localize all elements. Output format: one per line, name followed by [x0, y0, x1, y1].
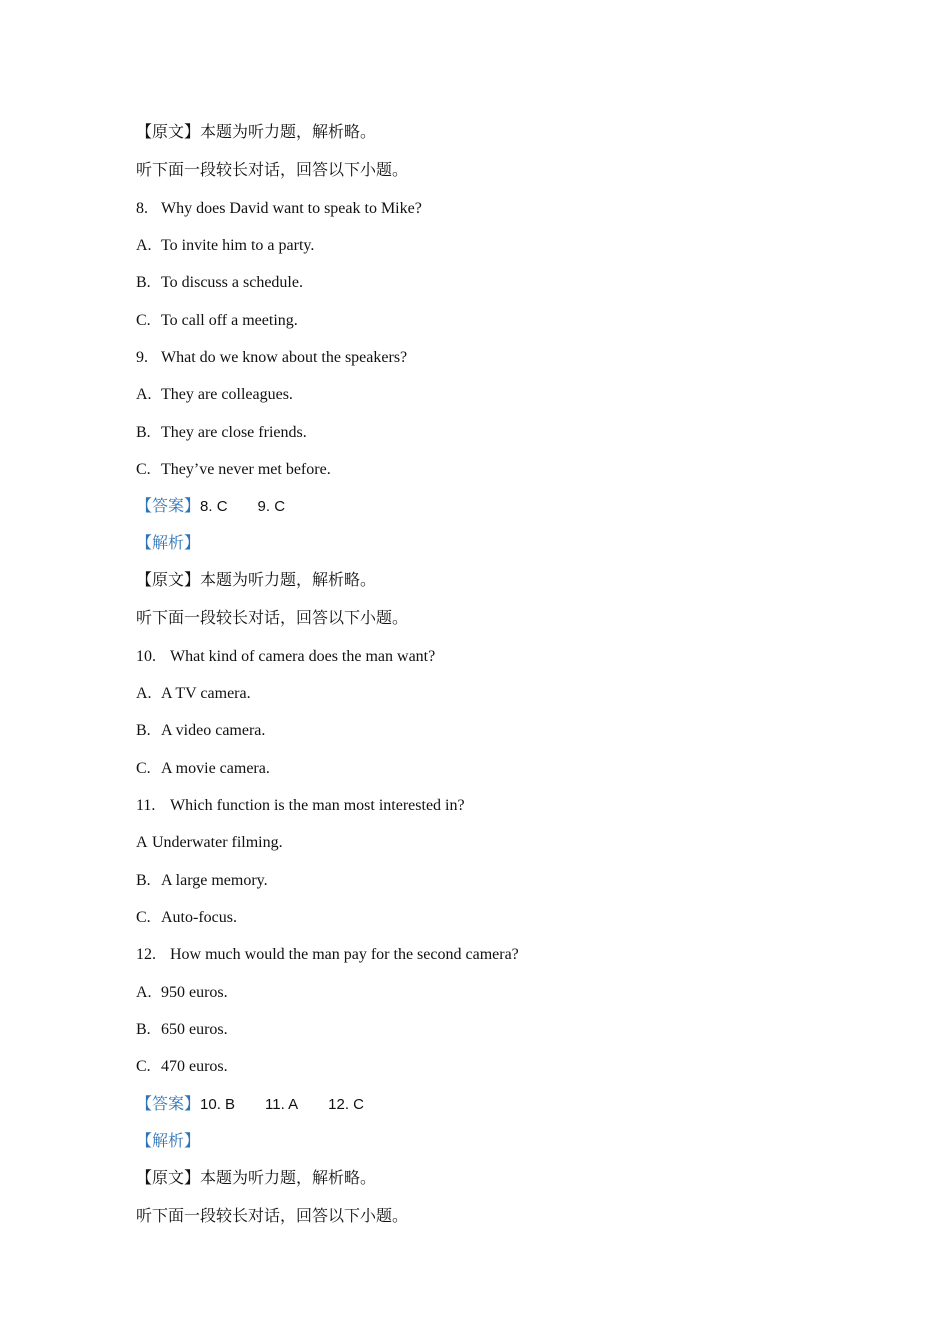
option-text: They are close friends. [161, 424, 307, 441]
option-9a [136, 385, 293, 405]
question-text: What kind of camera does the man want? [170, 648, 436, 665]
option-text: Auto-focus. [161, 909, 237, 926]
yuanwen-bracket: 【原文】 [136, 124, 201, 141]
yuanwen-line [136, 571, 376, 591]
question-8 [136, 199, 422, 219]
option-11a [136, 833, 283, 853]
question-12 [136, 945, 519, 965]
option-11c [136, 908, 237, 928]
option-10a [136, 684, 251, 704]
option-label: C. [136, 760, 151, 777]
option-12a [136, 983, 228, 1003]
option-label: B. [136, 274, 151, 291]
answer-item: 10. B [200, 1096, 236, 1113]
option-label: C. [136, 1058, 151, 1075]
yuanwen-line [136, 1169, 376, 1189]
question-text: Which function is the man most interested in? [170, 797, 465, 814]
question-9 [136, 348, 407, 368]
yuanwen-text: 本题为听力题，解析略。 [200, 572, 377, 589]
question-text: Why does David want to speak to Mike? [161, 200, 422, 217]
option-label: B. [136, 872, 151, 889]
option-text: A movie camera. [161, 760, 270, 777]
yuanwen-bracket: 【原文】 [136, 1170, 201, 1187]
option-11b [136, 871, 268, 891]
answer-label: 【答案】 [136, 498, 201, 515]
yuanwen-line [136, 123, 376, 143]
option-label: A. [136, 237, 152, 254]
answer-line [136, 497, 315, 517]
option-10c [136, 759, 270, 779]
question-10 [136, 647, 435, 667]
option-8a [136, 236, 314, 256]
option-label: A. [136, 984, 152, 1001]
answer-item: 9. C [257, 498, 286, 515]
question-number: 10. [136, 648, 156, 665]
option-label: B. [136, 1021, 151, 1038]
yuanwen-text: 本题为听力题，解析略。 [200, 124, 377, 141]
option-text: 950 euros. [161, 984, 228, 1001]
option-10b [136, 721, 265, 741]
option-12b [136, 1020, 228, 1040]
question-number: 8. [136, 200, 148, 217]
answer-item: 8. C [200, 498, 228, 515]
section-intro: 听下面一段较长对话，回答以下小题。 [136, 162, 409, 179]
option-text: A TV camera. [161, 685, 251, 702]
analysis-label: 【解析】 [136, 1133, 201, 1150]
option-label: A. [136, 386, 152, 403]
option-text: To call off a meeting. [161, 312, 298, 329]
option-label: C. [136, 312, 151, 329]
question-number: 12. [136, 946, 156, 963]
option-text: They are colleagues. [161, 386, 293, 403]
yuanwen-text: 本题为听力题，解析略。 [200, 1170, 377, 1187]
answer-label: 【答案】 [136, 1096, 201, 1113]
option-8c [136, 311, 298, 331]
question-number: 9. [136, 349, 148, 366]
option-text: To invite him to a party. [161, 237, 315, 254]
option-9c [136, 460, 331, 480]
section-intro: 听下面一段较长对话，回答以下小题。 [136, 610, 409, 627]
option-text: They’ve never met before. [161, 461, 331, 478]
option-text: A large memory. [161, 872, 268, 889]
option-text: 470 euros. [161, 1058, 228, 1075]
option-8b [136, 273, 303, 293]
option-text: 650 euros. [161, 1021, 228, 1038]
option-text: A video camera. [161, 722, 266, 739]
question-number: 11. [136, 797, 156, 814]
question-text: What do we know about the speakers? [161, 349, 408, 366]
option-label: A. [136, 685, 152, 702]
option-label: C. [136, 461, 151, 478]
analysis-label: 【解析】 [136, 535, 201, 552]
option-text: Underwater filming. [152, 834, 283, 851]
option-label: B. [136, 722, 151, 739]
section-intro: 听下面一段较长对话，回答以下小题。 [136, 1208, 409, 1225]
option-label: A [136, 834, 148, 851]
option-label: B. [136, 424, 151, 441]
option-9b [136, 423, 307, 443]
option-12c [136, 1057, 228, 1077]
option-text: To discuss a schedule. [161, 274, 303, 291]
answer-item: 11. A [265, 1096, 299, 1113]
question-text: How much would the man pay for the second camera? [170, 946, 519, 963]
option-label: C. [136, 909, 151, 926]
answer-item: 12. C [328, 1096, 364, 1113]
yuanwen-bracket: 【原文】 [136, 572, 201, 589]
answer-line [136, 1095, 394, 1115]
question-11 [136, 796, 465, 816]
